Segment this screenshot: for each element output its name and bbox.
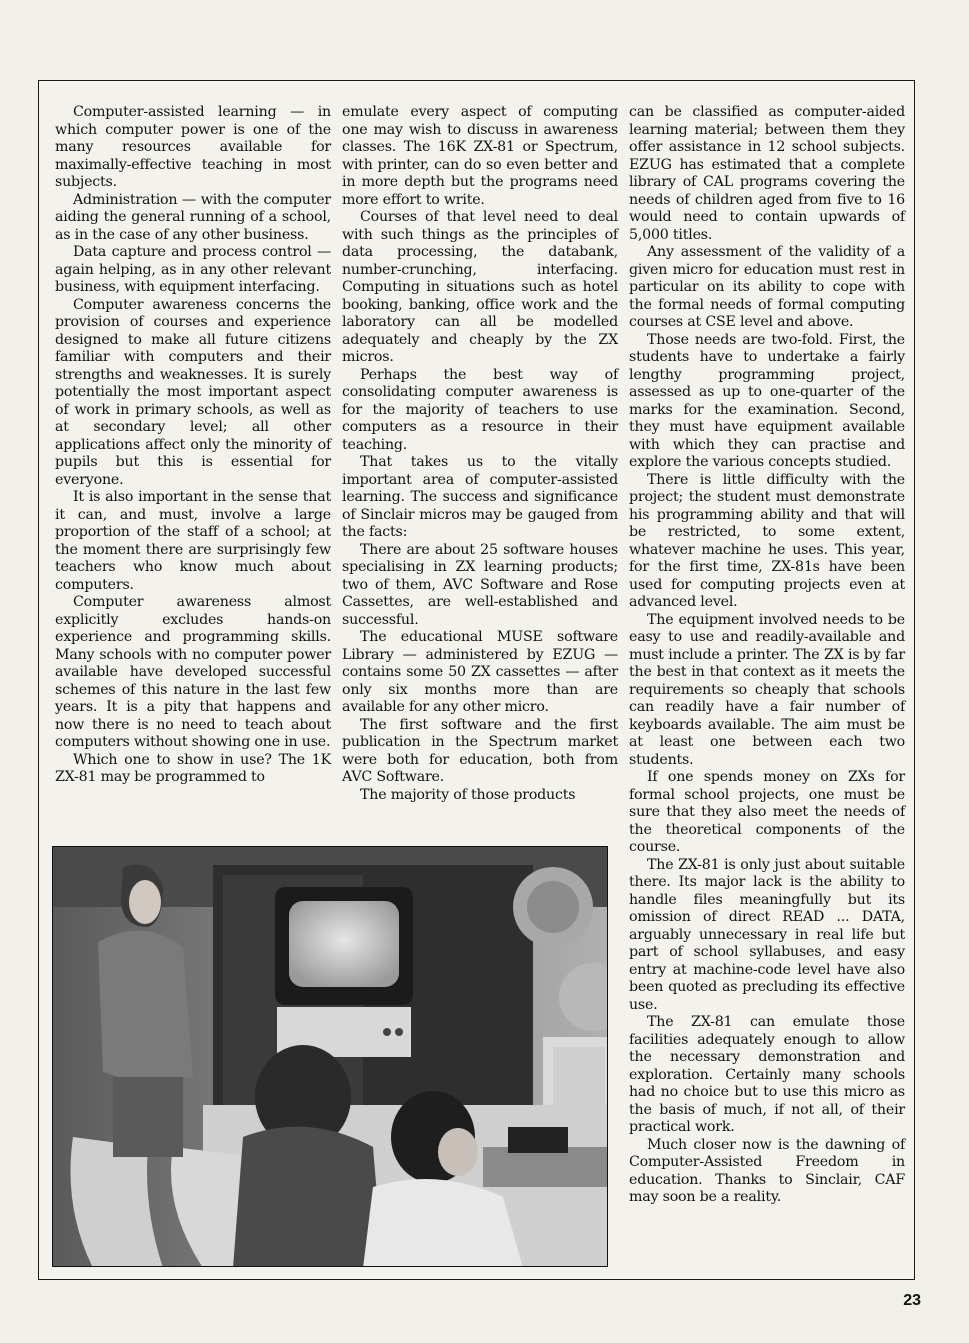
paragraph: Perhaps the best way of consolidating computer awareness is for the majority of teachers to use computers as a resource in their teaching. xyxy=(342,366,618,453)
classroom-photo-illustration xyxy=(53,847,608,1267)
page-number: 23 xyxy=(903,1292,921,1309)
paragraph: Those needs are two-fold. First, the students have to undertake a fairly lengthy programming project, assessed as up to one-quarter of the marks for the examination. Second, they must have equipment available with which they can practise and explore the various concepts studied. xyxy=(629,331,905,470)
paragraph: The educational MUSE software Library — administered by EZUG — contains some 50 ZX cassettes — after only six months more than are available for any other micro. xyxy=(342,629,618,715)
paragraph: Which one to show in use? The 1K ZX-81 may be programmed to xyxy=(55,751,331,785)
classroom-photo xyxy=(52,846,608,1267)
paragraph: Courses of that level need to deal with such things as the principles of data processing, the databank, number-crunching, interfacing. Computing in situations such as hotel booking, banking, office work and the laboratory can all be modelled adequately and cheaply by the ZX micros. xyxy=(342,209,618,365)
paragraph: Administration — with the computer aiding the general running of a school, as in the case of any other business. xyxy=(55,191,331,243)
paragraph: Computer-assisted learning — in which computer power is one of the many resources available for maximally-effective teaching in most subjects. xyxy=(55,104,331,190)
paragraph: It is also important in the sense that it can, and must, involve a large proportion of the staff of a school; at the moment there are surprisingly few teachers who know much about computers. xyxy=(55,489,331,593)
paragraph: There is little difficulty with the project; the student must demonstrate his programming ability and that will be restricted, to some extent, whatever machine he uses. This year, for the first time, ZX-81s have been used for computing projects even at advanced level. xyxy=(629,471,905,610)
paragraph: The equipment involved needs to be easy to use and readily-available and must include a printer. The ZX is by far the best in that context as it meets the requirements so cheaply that schools can readily have a fair number of keyboards available. The aim must be at least one between each two students. xyxy=(629,611,905,768)
paragraph: emulate every aspect of computing one may wish to discuss in awareness classes. The 16K ZX-81 or Spectrum, with printer, can do so even better and in more depth but the programs need more effort to write. xyxy=(342,104,618,208)
paragraph: The ZX-81 can emulate those facilities adequately enough to allow the necessary demonstration and exploration. Certainly many schools had no choice but to use this micro as the basis of much, if not all, of their practical work. xyxy=(629,1014,905,1135)
paragraph: Computer awareness concerns the provision of courses and experience designed to make all future citizens familiar with computers and their strengths and weaknesses. It is surely potentially the most important aspect of work in primary schools, as well as at secondary level; all other applications affect only the minority of pupils but this is essential for everyone. xyxy=(55,296,331,488)
paragraph: There are about 25 software houses specialising in ZX learning products; two of them, AVC Software and Rose Cassettes, are well-established and successful. xyxy=(342,541,618,628)
paragraph: Any assessment of the validity of a given micro for education must rest in particular on its ability to cope with the formal needs of formal computing courses at CSE level and above. xyxy=(629,244,905,330)
text-column-3 xyxy=(629,104,905,1207)
paragraph: Computer awareness almost explicitly excludes hands-on experience and programming skills. Many schools with no computer power available have developed successful schemes of this nature in the last few years. It is a pity that happens and now there is no need to teach about computers without showing one in use. xyxy=(55,594,331,750)
paragraph: can be classified as computer-aided learning material; between them they offer assistance in 12 school subjects. EZUG has estimated that a complete library of CAL programs covering the needs of children aged from five to 16 would need to contain upwards of 5,000 titles. xyxy=(629,104,905,243)
text-column-1 xyxy=(55,104,331,787)
paragraph: If one spends money on ZXs for formal school projects, one must be sure that they also meet the needs of the theoretical components of the course. xyxy=(629,769,905,855)
paragraph: The ZX-81 is only just about suitable there. Its major lack is the ability to handle files meaningfully but its omission of direct READ ... DATA, arguably unnecessary in real life but part of school syllabuses, and easy entry at machine-code level have also been quoted as precluding its effective use. xyxy=(629,856,905,1013)
paragraph: Data capture and process control — again helping, as in any other relevant business, with equipment interfacing. xyxy=(55,244,331,295)
paragraph: Much closer now is the dawning of Computer-Assisted Freedom in education. Thanks to Sinclair, CAF may soon be a reality. xyxy=(629,1136,905,1205)
text-column-2 xyxy=(342,104,618,804)
paragraph: The first software and the first publication in the Spectrum market were both for education, both from AVC Software. xyxy=(342,716,618,785)
paragraph: That takes us to the vitally important area of computer-assisted learning. The success and significance of Sinclair micros may be gauged from the facts: xyxy=(342,454,618,540)
paragraph: The majority of those products xyxy=(360,786,576,803)
